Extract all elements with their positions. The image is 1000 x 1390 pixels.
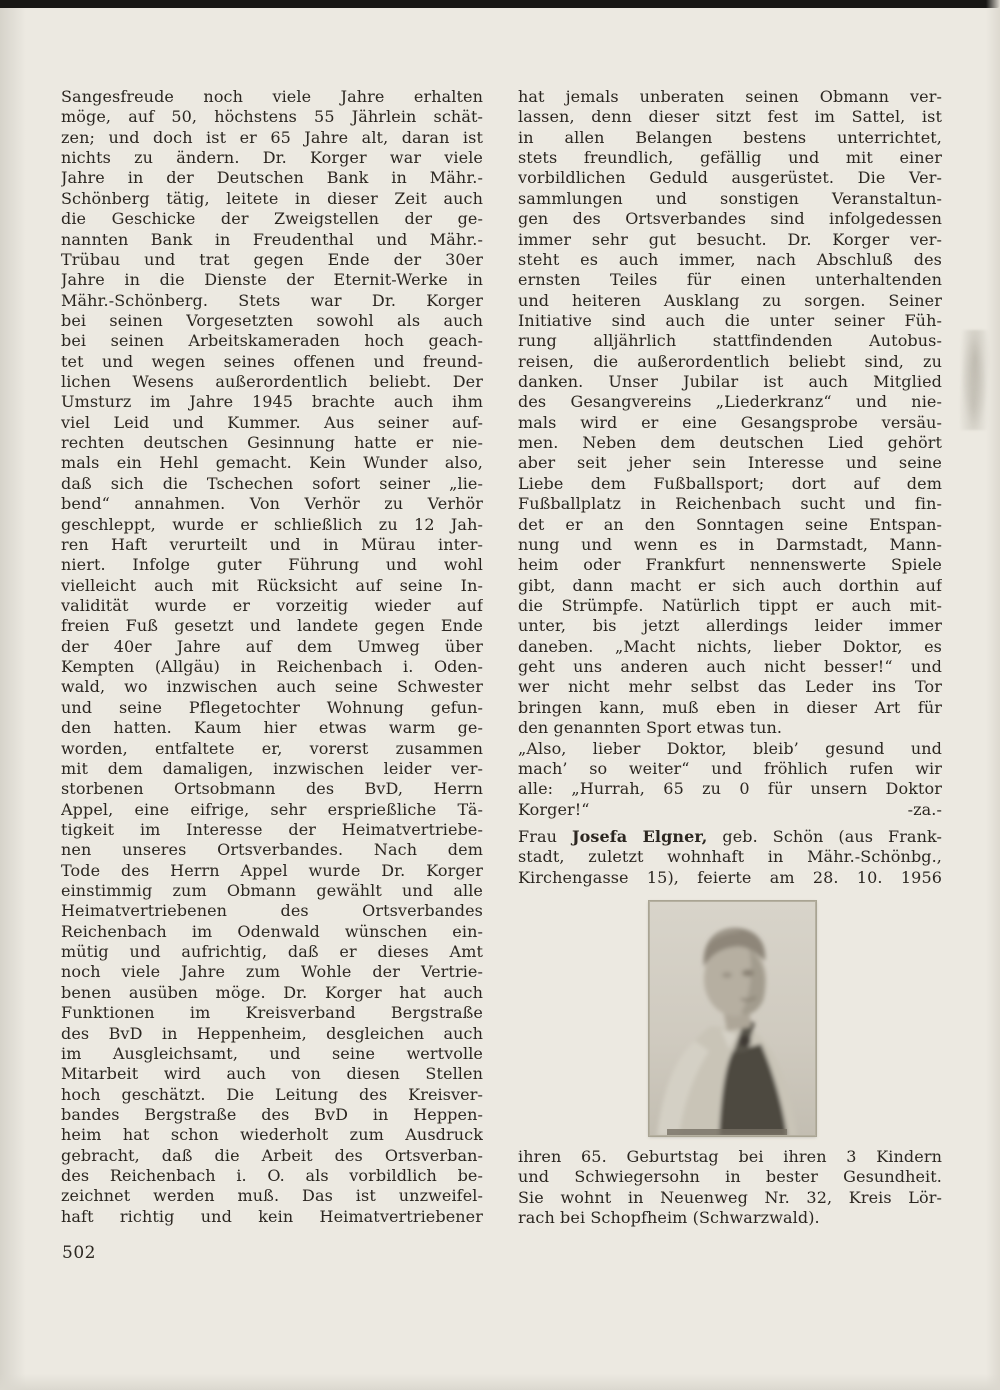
text-line: den hatten. Kaum hier etwas warm ge- bbox=[61, 718, 483, 738]
text-line: Mitarbeit wird auch von diesen Stellen bbox=[61, 1064, 483, 1084]
text-line: „Also, lieber Doktor, bleib’ gesund und bbox=[518, 738, 942, 758]
text-line: und seine Pflegetochter Wohnung gefun- bbox=[61, 697, 483, 717]
text-line: alle: „Hurrah, 65 zu 0 für unsern Doktor bbox=[518, 779, 942, 799]
text-line: immer sehr gut besucht. Dr. Korger ver- bbox=[518, 229, 942, 249]
text-line: des Gesangvereins „Liederkranz“ und nie- bbox=[518, 392, 942, 412]
text-line: ernsten Teiles für einen unterhaltenden bbox=[518, 270, 942, 290]
text-line: tet und wegen seines offenen und freund- bbox=[61, 351, 483, 371]
text-line: stets freundlich, gefällig und mit einer bbox=[518, 148, 942, 168]
person-name: Josefa Elgner, bbox=[571, 826, 708, 846]
scan-left-band bbox=[0, 8, 26, 1390]
text-line: danken. Unser Jubilar ist auch Mitglied bbox=[518, 372, 942, 392]
text-line: haft richtig und kein Heimatvertriebener bbox=[61, 1206, 483, 1226]
text-line: bringen kann, muß eben in dieser Art für bbox=[518, 697, 942, 717]
text-line: Funktionen im Kreisverband Bergstraße bbox=[61, 1003, 483, 1023]
text-line: Umsturz im Jahre 1945 brachte auch ihm bbox=[61, 392, 483, 412]
text-line: des BvD in Heppenheim, desgleichen auch bbox=[61, 1023, 483, 1043]
text-line: Reichenbach im Odenwald wünschen ein- bbox=[61, 921, 483, 941]
text-line: vielleicht auch mit Rücksicht auf seine In- bbox=[61, 575, 483, 595]
text-line: vorbildlichen Geduld ausgerüstet. Die Ver- bbox=[518, 168, 942, 188]
text-line: Trübau und trat gegen Ende der 30er bbox=[61, 249, 483, 269]
text-line: zen; und doch ist er 65 Jahre alt, daran ist bbox=[61, 127, 483, 147]
scan-smudge bbox=[960, 330, 990, 430]
text-line: Kirchengasse 15), feierte am 28. 10. 1956 bbox=[518, 867, 942, 887]
text-line: möge, auf 50, höchstens 55 Jährlein schät- bbox=[61, 107, 483, 127]
text-line: unter, bis jetzt allerdings leider immer bbox=[518, 616, 942, 636]
text-line: Schönberg tätig, leitete in dieser Zeit auch bbox=[61, 188, 483, 208]
text-line: bandes Bergstraße des BvD in Heppen- bbox=[61, 1104, 483, 1124]
text-line: hat jemals unberaten seinen Obmann ver- bbox=[518, 87, 942, 106]
text-line: gen des Ortsverbandes sind infolgedessen bbox=[518, 209, 942, 229]
text-line: Initiative sind auch die unter seiner Füh- bbox=[518, 310, 942, 330]
text-line: die Strümpfe. Natürlich tippt er auch mit- bbox=[518, 595, 942, 615]
text-line: heim hat schon wiederholt zum Ausdruck bbox=[61, 1125, 483, 1145]
text-line: geschleppt, wurde er schließlich zu 12 Jah- bbox=[61, 514, 483, 534]
text-line: Sie wohnt in Neuenweg Nr. 32, Kreis Lör- bbox=[518, 1187, 942, 1207]
text-line: Kempten (Allgäu) in Reichenbach i. Oden- bbox=[61, 657, 483, 677]
text-line: niert. Infolge guter Führung und wohl bbox=[61, 555, 483, 575]
text-line: bend“ annahmen. Von Verhör zu Verhör bbox=[61, 494, 483, 514]
frau-suffix: geb. Schön (aus Frank- bbox=[707, 826, 942, 846]
text-line: einstimmig zum Obmann gewählt und alle bbox=[61, 881, 483, 901]
text-line: mütig und aufrichtig, daß er dieses Amt bbox=[61, 942, 483, 962]
text-line: wer nicht mehr selbst das Leder ins Tor bbox=[518, 677, 942, 697]
text-line: worden, entfaltete er, vorerst zusammen bbox=[61, 738, 483, 758]
text-line: in allen Belangen bestens unterrichtet, bbox=[518, 127, 942, 147]
left-column bbox=[61, 87, 483, 1227]
text-line: noch viele Jahre zum Wohle der Vertrie- bbox=[61, 962, 483, 982]
text-line: rung alljährlich stattfindenden Autobus- bbox=[518, 331, 942, 351]
scan-right-band bbox=[986, 0, 1000, 1390]
text-line: ihren 65. Geburtstag bei ihren 3 Kindern bbox=[518, 1147, 942, 1167]
text-line: ren Haft verurteilt und in Mürau inter- bbox=[61, 534, 483, 554]
text-line: Mähr.-Schönberg. Stets war Dr. Korger bbox=[61, 290, 483, 310]
text-line: steht es auch immer, nach Abschluß des bbox=[518, 249, 942, 269]
text-line: gebracht, daß die Arbeit des Ortsverban- bbox=[61, 1145, 483, 1165]
text-line: wald, wo inzwischen auch seine Schwester bbox=[61, 677, 483, 697]
text-line: zeichnet werden muß. Das ist unzweifel- bbox=[61, 1186, 483, 1206]
text-line: gibt, dann macht er sich auch dorthin auf bbox=[518, 575, 942, 595]
text-line: mals wird er eine Gesangsprobe versäu- bbox=[518, 412, 942, 432]
text-line: daß sich die Tschechen sofort seiner „lie- bbox=[61, 473, 483, 493]
frau-lines-rest bbox=[518, 847, 942, 888]
text-line: reisen, die außerordentlich beliebt sind, zu bbox=[518, 351, 942, 371]
text-line: Heimatvertriebenen des Ortsverbandes bbox=[61, 901, 483, 921]
text-line: lichen Wesens außerordentlich beliebt. Der bbox=[61, 372, 483, 392]
text-line: den genannten Sport etwas tun. bbox=[518, 718, 783, 738]
frau-prefix: Frau bbox=[518, 826, 572, 846]
text-line: benen ausüben möge. Dr. Korger hat auch bbox=[61, 982, 483, 1002]
text-line: storbenen Ortsobmann des BvD, Herrn bbox=[61, 779, 483, 799]
text-line: nannten Bank in Freudenthal und Mähr.- bbox=[61, 229, 483, 249]
text-line: die Geschicke der Zweigstellen der ge- bbox=[61, 209, 483, 229]
text-line: viel Leid und Kummer. Aus seiner auf- bbox=[61, 412, 483, 432]
text-line: heim oder Frankfurt nennenswerte Spiele bbox=[518, 555, 942, 575]
text-line: mit dem damaligen, inzwischen leider ver- bbox=[61, 758, 483, 778]
author-signature: -za.- bbox=[907, 799, 942, 819]
text-line: Jahre in der Deutschen Bank in Mähr.- bbox=[61, 168, 483, 188]
text-line bbox=[518, 827, 942, 847]
right-column-paragraph-1 bbox=[518, 87, 942, 739]
text-line: Jahre in die Dienste der Eternit-Werke in bbox=[61, 270, 483, 290]
text-line: mach’ so weiter“ und fröhlich rufen wir bbox=[518, 758, 942, 778]
text-line: im Ausgleichsamt, und seine wertvolle bbox=[61, 1043, 483, 1063]
text-line: Liebe dem Fußballsport; dort auf dem bbox=[518, 473, 942, 493]
text-line: nichts zu ändern. Dr. Korger war viele bbox=[61, 148, 483, 168]
text-line: bei seinen Arbeitskameraden hoch geach- bbox=[61, 331, 483, 351]
text-line: lassen, denn dieser sitzt fest im Sattel, ist bbox=[518, 107, 942, 127]
photo-caption bbox=[518, 1147, 942, 1228]
page-number: 502 bbox=[62, 1243, 96, 1263]
text-line: Appel, eine eifrige, sehr ersprießliche Tä- bbox=[61, 799, 483, 819]
right-column-paragraph-2 bbox=[518, 739, 942, 820]
text-line: stadt, zuletzt wohnhaft in Mähr.-Schönbg., bbox=[518, 847, 942, 867]
portrait-photo bbox=[649, 901, 816, 1136]
text-line: freien Fuß gesetzt und landete gegen Ende bbox=[61, 616, 483, 636]
right-column bbox=[518, 87, 942, 1228]
text-line: und Schwiegersohn in bester Gesundheit. bbox=[518, 1167, 942, 1187]
text-line: rechten deutschen Gesinnung hatte er nie- bbox=[61, 433, 483, 453]
text-line: bei seinen Vorgesetzten sowohl als auch bbox=[61, 310, 483, 330]
text-line: daneben. „Macht nichts, lieber Doktor, es bbox=[518, 636, 942, 656]
paragraph-frau bbox=[518, 827, 942, 888]
signature-line bbox=[518, 800, 942, 820]
text-line: rach bei Schopfheim (Schwarzwald). bbox=[518, 1208, 820, 1228]
scan-top-edge bbox=[0, 0, 1000, 8]
text-line: Sangesfreude noch viele Jahre erhalten bbox=[61, 87, 483, 106]
text-line: der 40er Jahre auf dem Umweg über bbox=[61, 636, 483, 656]
text-line: tigkeit im Interesse der Heimatvertriebe- bbox=[61, 819, 483, 839]
text-line: und heiteren Ausklang zu sorgen. Seiner bbox=[518, 290, 942, 310]
text-line: Fußballplatz in Reichenbach sucht und fin- bbox=[518, 494, 942, 514]
text-line: des Reichenbach i. O. als vorbildlich be- bbox=[61, 1166, 483, 1186]
text-line: det er an den Sonntagen seine Entspan- bbox=[518, 514, 942, 534]
left-column-paragraph bbox=[61, 87, 483, 1227]
scan-bottom-band bbox=[0, 1374, 1000, 1390]
text-line: aber seit jeher sein Interesse und seine bbox=[518, 453, 942, 473]
paragraph-2-last-words: Korger!“ bbox=[518, 799, 590, 819]
text-line: nen unseres Ortsverbandes. Nach dem bbox=[61, 840, 483, 860]
text-line: validität wurde er vorzeitig wieder auf bbox=[61, 595, 483, 615]
text-line: nung und wenn es in Darmstadt, Mann- bbox=[518, 534, 942, 554]
text-line: men. Neben dem deutschen Lied gehört bbox=[518, 433, 942, 453]
text-line: Tode des Herrn Appel wurde Dr. Korger bbox=[61, 860, 483, 880]
text-line: geht uns anderen auch nicht besser!“ und bbox=[518, 657, 942, 677]
paragraph-2-lines bbox=[518, 739, 942, 800]
text-line: hoch geschätzt. Die Leitung des Kreisver- bbox=[61, 1084, 483, 1104]
text-line: sammlungen und sonstigen Veranstaltun- bbox=[518, 188, 942, 208]
text-line: mals ein Hehl gemacht. Kein Wunder also, bbox=[61, 453, 483, 473]
